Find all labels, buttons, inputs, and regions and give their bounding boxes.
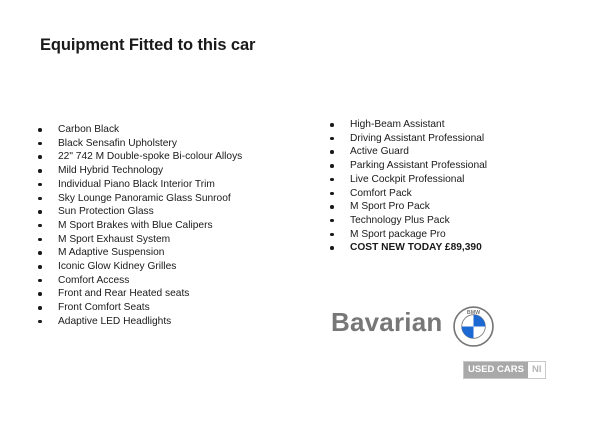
list-item: M Adaptive Suspension — [38, 246, 242, 260]
list-item: M Sport package Pro — [330, 228, 487, 242]
equipment-list-right — [330, 118, 487, 255]
cost-new-item: COST NEW TODAY £89,390 — [330, 241, 487, 255]
used-cars-badge — [463, 361, 546, 379]
dealer-name: Bavarian — [331, 307, 443, 337]
list-item: Comfort Access — [38, 274, 242, 288]
list-item: M Sport Exhaust System — [38, 233, 242, 247]
list-item: 22" 742 M Double-spoke Bi-colour Alloys — [38, 150, 242, 164]
list-item: Front and Rear Heated seats — [38, 287, 242, 301]
list-item: Parking Assistant Professional — [330, 159, 487, 173]
equipment-list-left — [38, 123, 242, 329]
bmw-logo-text: BMW — [466, 309, 481, 316]
list-item: Sun Protection Glass — [38, 205, 242, 219]
badge-region-label: NI — [528, 362, 546, 378]
list-item: Front Comfort Seats — [38, 301, 242, 315]
list-item: High-Beam Assistant — [330, 118, 487, 132]
list-item: M Sport Pro Pack — [330, 200, 487, 214]
list-item: Carbon Black — [38, 123, 242, 137]
badge-used-label: USED CARS — [464, 362, 528, 378]
list-item: Iconic Glow Kidney Grilles — [38, 260, 242, 274]
bmw-logo-icon — [453, 306, 494, 347]
list-item: Mild Hybrid Technology — [38, 164, 242, 178]
list-item: Sky Lounge Panoramic Glass Sunroof — [38, 192, 242, 206]
list-item: Technology Plus Pack — [330, 214, 487, 228]
list-item: Individual Piano Black Interior Trim — [38, 178, 242, 192]
page-title: Equipment Fitted to this car — [40, 36, 256, 54]
list-item: Comfort Pack — [330, 187, 487, 201]
list-item: Live Cockpit Professional — [330, 173, 487, 187]
list-item: Adaptive LED Headlights — [38, 315, 242, 329]
list-item: Black Sensafin Upholstery — [38, 137, 242, 151]
list-item: Driving Assistant Professional — [330, 132, 487, 146]
list-item: Active Guard — [330, 145, 487, 159]
list-item: M Sport Brakes with Blue Calipers — [38, 219, 242, 233]
